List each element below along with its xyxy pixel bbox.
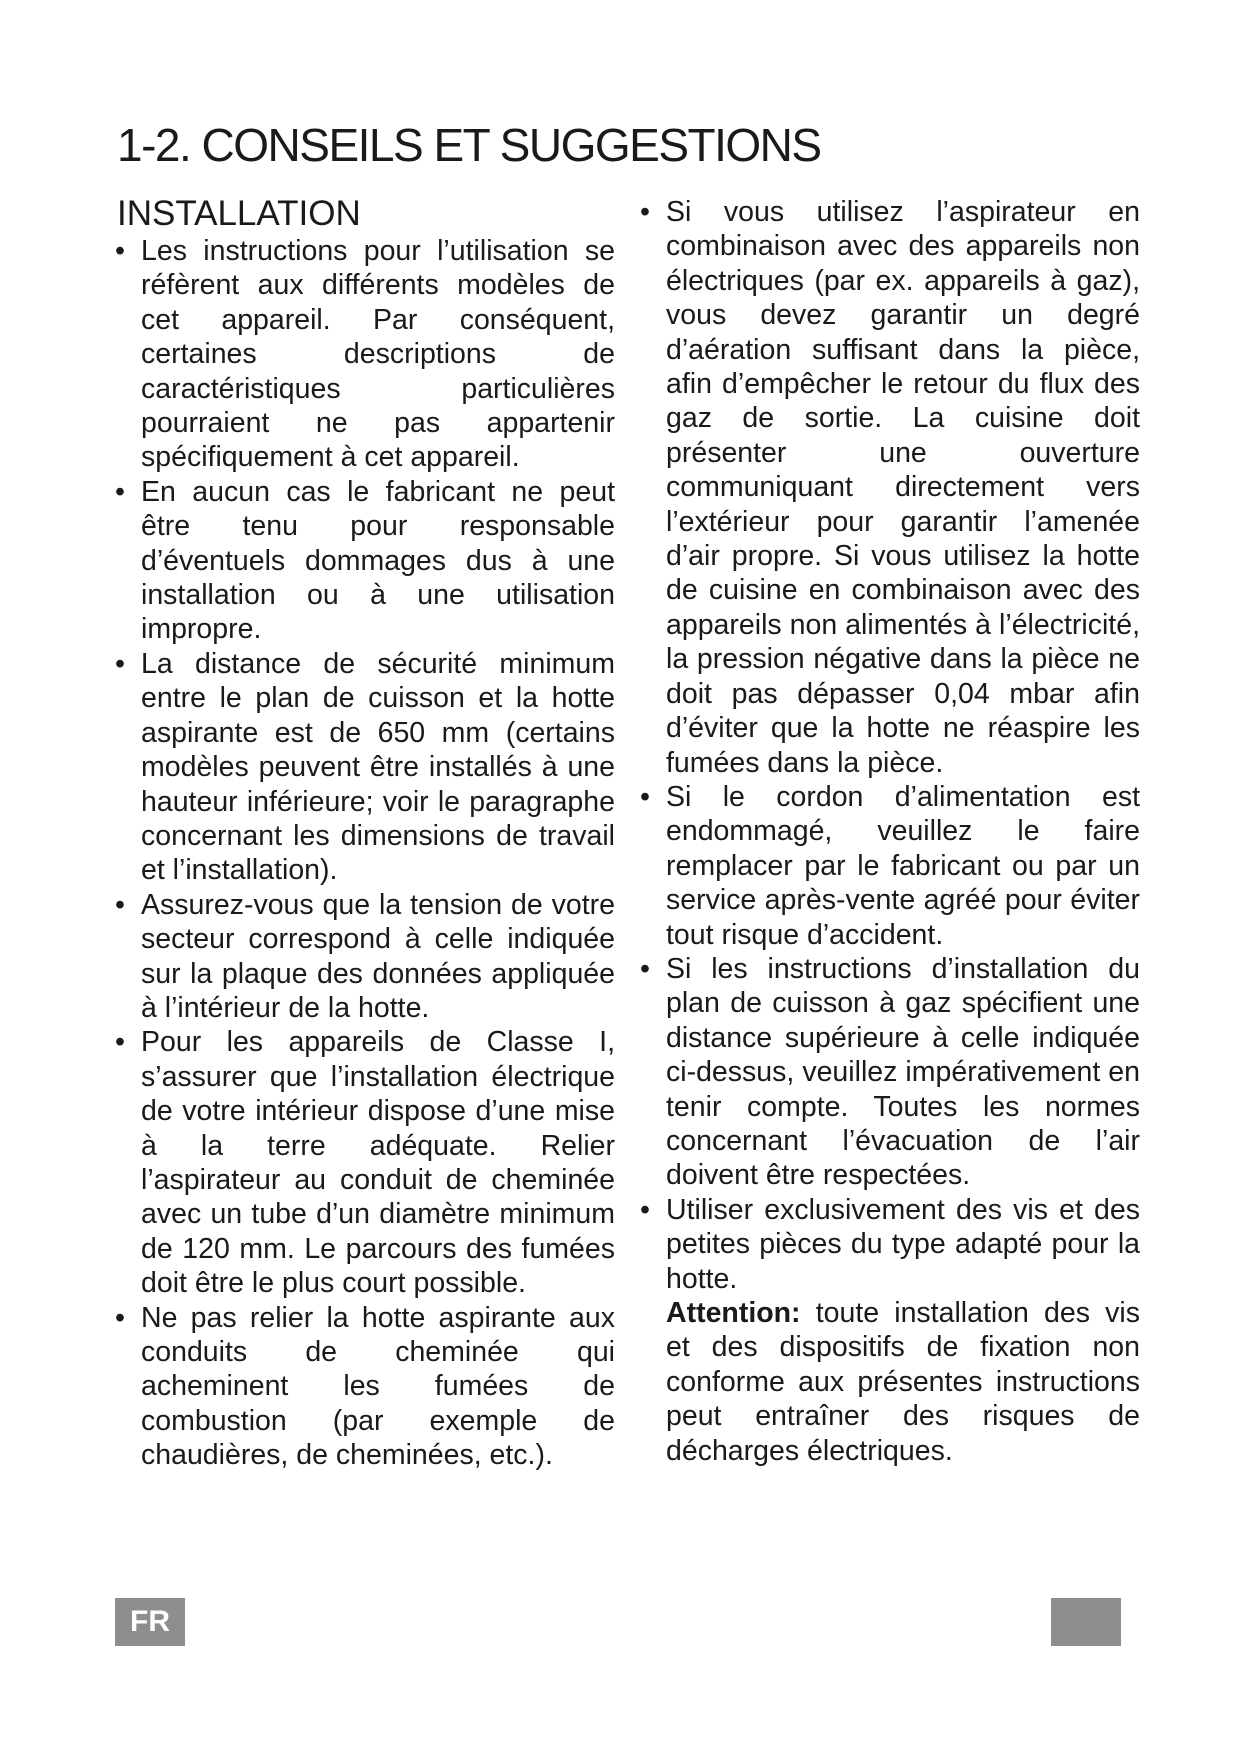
list-item-text: La distance de sécurité minimum entre le plan de cuisson et la hotte aspirante est de 650 mm (certains modèles peuvent être installés à une hauteur inférieure; voir le paragraphe concernant les dimensions de travail et l’installation). [141, 647, 615, 887]
left-column-list [115, 234, 615, 1473]
right-column-list [640, 195, 1140, 1468]
list-item-text: Assurez-vous que la tension de votre secteur correspond à celle indiquée sur la plaque des données appliquée à l’intérieur de la hotte. [141, 888, 615, 1024]
attention-text: toute installation des vis et des dispositifs de fixation non conforme aux présentes instructions peut entraîner des risques de décharges électriques. [666, 1297, 1140, 1467]
list-item [115, 234, 615, 475]
section-heading-installation: INSTALLATION [117, 194, 361, 233]
list-item [115, 1025, 615, 1300]
bullet-icon: • [640, 196, 650, 228]
list-item [640, 780, 1140, 952]
list-item-text: Ne pas relier la hotte aspirante aux conduits de cheminée qui acheminent les fumées de combustion (par exemple de chaudières, de cheminées, etc.). [141, 1301, 615, 1472]
list-item-text: Si vous utilisez l’aspirateur en combinaison avec des appareils non électriques (par ex. appareils à gaz), vous devez garantir un degré d’aération suffisant dans la pièce, afin d’empêcher le retour du flux des gaz de sortie. La cuisine doit présenter une ouverture communiquant directement vers l’extérieur pour garantir l’amenée d’air propre. Si vous utilisez la hotte de cuisine en combinaison avec des appareils non alimentés à l’électricité, la pression négative dans la pièce ne doit pas dépasser 0,04 mbar afin d’éviter que la hotte ne réaspire les fumées dans la pièce. [666, 196, 1140, 779]
bullet-icon: • [115, 235, 125, 267]
list-item-text: Les instructions pour l’utilisation se réfèrent aux différents modèles de cet appareil. Par conséquent, certaines descriptions de caractéristiques particulières pourraient ne pas appartenir spécifiquement à cet appareil. [141, 235, 615, 474]
list-item [115, 475, 615, 647]
bullet-icon: • [115, 888, 125, 921]
page-title: 1-2. CONSEILS ET SUGGESTIONS [117, 119, 821, 171]
list-item-text: Si les instructions d’installation du plan de cuisson à gaz spécifient une distance supérieure à celle indiquée ci-dessus, veuillez impérativement en tenir compte. Toutes les normes concernant l’évacuation de l’air doivent être respectées. [666, 952, 1140, 1192]
bullet-icon: • [115, 647, 125, 680]
attention-label: Attention: [666, 1297, 801, 1329]
bullet-icon: • [115, 475, 125, 508]
attention-note [666, 1296, 1140, 1468]
list-item-text: Pour les appareils de Classe I, s’assurer que l’installation électrique de votre intérieur dispose d’une mise à la terre adéquate. Relier l’aspirateur au conduit de cheminée avec un tube d’un diamètre minimum de 120 mm. Le parcours des fumées doit être le plus court possible. [141, 1026, 615, 1300]
language-badge: FR [115, 1598, 185, 1646]
page-number-box [1051, 1598, 1121, 1646]
list-item-text: Si le cordon d’alimentation est endommagé, veuillez le faire remplacer par le fabricant ou par un service après-vente agréé pour éviter tout risque d’accident. [666, 780, 1140, 951]
list-item-text: En aucun cas le fabricant ne peut être tenu pour responsable d’éventuels dommages dus à une installation ou à une utilisation impropre. [141, 475, 615, 646]
bullet-icon: • [640, 780, 650, 813]
bullet-icon: • [115, 1301, 125, 1334]
list-item [115, 647, 615, 888]
list-item [640, 1193, 1140, 1468]
list-item-text: Utiliser exclusivement des vis et des petites pièces du type adapté pour la hotte. [666, 1193, 1140, 1295]
list-item [640, 195, 1140, 780]
list-item [115, 888, 615, 1026]
list-item [115, 1301, 615, 1473]
bullet-icon: • [640, 1193, 650, 1226]
bullet-icon: • [115, 1026, 125, 1059]
list-item [640, 952, 1140, 1193]
bullet-icon: • [640, 952, 650, 985]
